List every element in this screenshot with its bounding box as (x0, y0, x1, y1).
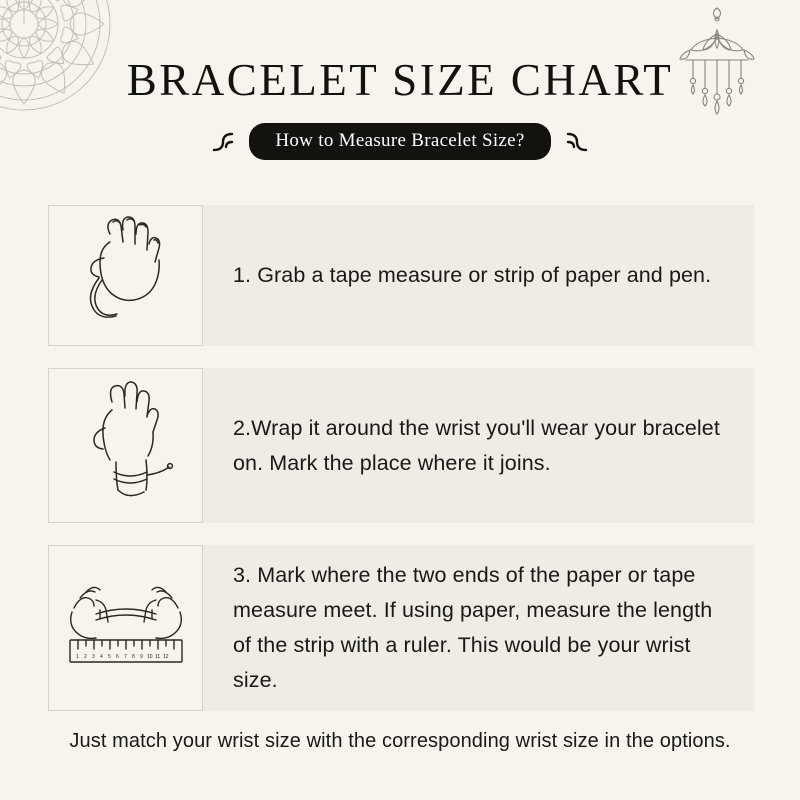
svg-text:12: 12 (162, 654, 169, 660)
svg-text:8: 8 (131, 654, 135, 660)
svg-text:6: 6 (115, 654, 119, 660)
list-item (48, 368, 754, 523)
hands-measuring-strip-with-ruler-illustration (48, 545, 203, 711)
step-text: 2.Wrap it around the wrist you'll wear your bracelet on. Mark the place where it joins. (233, 415, 720, 475)
svg-text:9: 9 (139, 654, 143, 660)
page-title: BRACELET SIZE CHART (126, 55, 674, 105)
hand-wrapping-tape-around-wrist-illustration (48, 368, 203, 523)
list-item (48, 205, 754, 346)
svg-text:3: 3 (91, 654, 95, 660)
hand-with-tape-measure-illustration (48, 205, 203, 346)
svg-text:2: 2 (83, 654, 87, 660)
subtitle-row (0, 123, 800, 160)
svg-text:4: 4 (99, 654, 103, 660)
footer-note: Just match your wrist size with the corresponding wrist size in the options. (69, 730, 731, 752)
flourish-icon (563, 129, 589, 155)
svg-text:7: 7 (123, 654, 127, 660)
svg-text:10: 10 (146, 654, 153, 660)
step-text: 3. Mark where the two ends of the paper or tape measure meet. If using paper, measure the length of the strip with a ruler. This would be your wrist size. (233, 563, 713, 692)
steps-list (48, 205, 754, 733)
list-item (48, 545, 754, 711)
svg-text:11: 11 (154, 654, 160, 660)
subtitle-pill: How to Measure Bracelet Size? (249, 123, 550, 160)
svg-text:1: 1 (75, 654, 79, 660)
step-text: 1. Grab a tape measure or strip of paper and pen. (233, 263, 712, 288)
flourish-icon (211, 129, 237, 155)
svg-text:5: 5 (107, 654, 111, 660)
